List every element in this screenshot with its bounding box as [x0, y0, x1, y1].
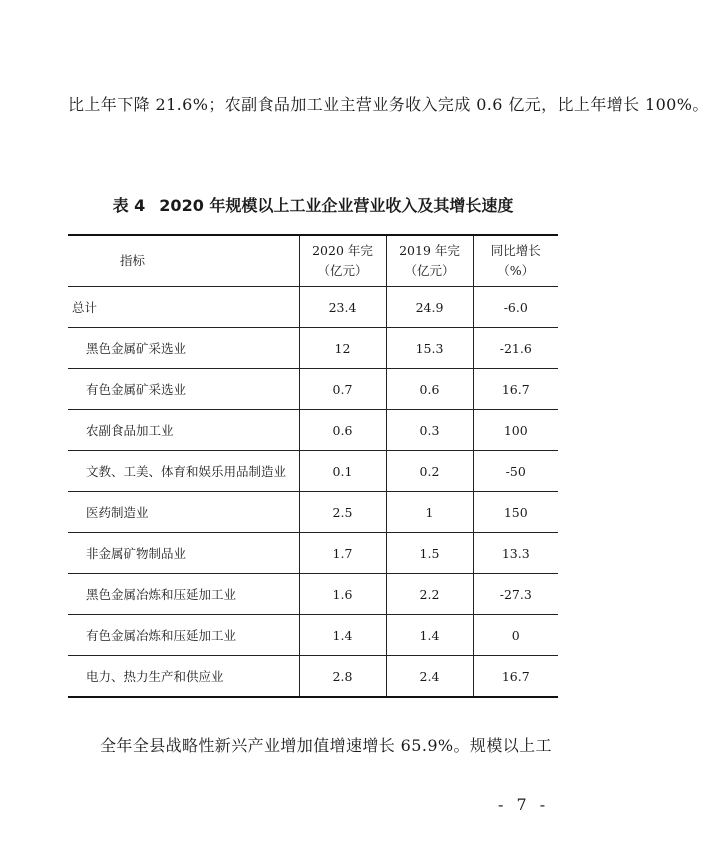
row-name: 黑色金属冶炼和压延加工业: [68, 574, 299, 615]
table-caption: [68, 193, 558, 216]
cell-growth: -27.3: [473, 574, 558, 615]
header-growth-line1: 同比增长: [490, 243, 541, 258]
table-row: [68, 656, 558, 698]
header-indicator-label: 指标: [120, 253, 146, 268]
row-name: 医药制造业: [68, 492, 299, 533]
cell-growth: 0: [473, 615, 558, 656]
cell-2019: 1.4: [386, 615, 473, 656]
cell-growth: 13.3: [473, 533, 558, 574]
cell-2020: 0.6: [299, 410, 386, 451]
cell-2020: 1.4: [299, 615, 386, 656]
table-caption-title: 2020 年规模以上工业企业营业收入及其增长速度: [159, 196, 514, 215]
cell-growth: 16.7: [473, 656, 558, 698]
cell-growth: -6.0: [473, 287, 558, 328]
header-2020: [299, 235, 386, 287]
cell-growth: -50: [473, 451, 558, 492]
table-row: [68, 492, 558, 533]
header-2020-line2: （亿元）: [317, 263, 368, 278]
table-row: [68, 410, 558, 451]
row-name: 非金属矿物制品业: [68, 533, 299, 574]
cell-2020: 0.1: [299, 451, 386, 492]
header-2019-line1: 2019 年完: [399, 243, 460, 258]
table-row: [68, 615, 558, 656]
table-row: [68, 451, 558, 492]
header-2019: [386, 235, 473, 287]
header-2020-line1: 2020 年完: [312, 243, 373, 258]
cell-2020: 12: [299, 328, 386, 369]
cell-2020: 23.4: [299, 287, 386, 328]
table-row: [68, 369, 558, 410]
table-row: [68, 328, 558, 369]
cell-2020: 1.7: [299, 533, 386, 574]
cell-2019: 2.4: [386, 656, 473, 698]
table-row: [68, 574, 558, 615]
revenue-table: [68, 234, 558, 698]
cell-2020: 2.8: [299, 656, 386, 698]
cell-growth: 16.7: [473, 369, 558, 410]
cell-2019: 0.3: [386, 410, 473, 451]
cell-growth: -21.6: [473, 328, 558, 369]
row-name: 文教、工美、体育和娱乐用品制造业: [68, 451, 299, 492]
cell-2019: 0.2: [386, 451, 473, 492]
row-name: 有色金属矿采选业: [68, 369, 299, 410]
header-2019-line2: （亿元）: [404, 263, 455, 278]
row-name: 农副食品加工业: [68, 410, 299, 451]
body-paragraph-bottom: 全年全县战略性新兴产业增加值增速增长 65.9%。规模以上工: [100, 736, 552, 755]
header-growth: [473, 235, 558, 287]
cell-2019: 0.6: [386, 369, 473, 410]
cell-2019: 1.5: [386, 533, 473, 574]
page-number: - 7 -: [498, 795, 550, 814]
cell-2019: 24.9: [386, 287, 473, 328]
cell-2019: 2.2: [386, 574, 473, 615]
cell-growth: 150: [473, 492, 558, 533]
row-name: 总计: [68, 287, 299, 328]
row-name: 有色金属冶炼和压延加工业: [68, 615, 299, 656]
cell-2020: 2.5: [299, 492, 386, 533]
table-row-total: [68, 287, 558, 328]
cell-2019: 1: [386, 492, 473, 533]
body-paragraph-top: 比上年下降 21.6%；农副食品加工业主营业务收入完成 0.6 亿元，比上年增长 100%。: [68, 95, 709, 114]
header-indicator: [68, 235, 299, 287]
cell-2020: 0.7: [299, 369, 386, 410]
header-growth-line2: （%）: [497, 263, 535, 278]
row-name: 电力、热力生产和供应业: [68, 656, 299, 698]
cell-2019: 15.3: [386, 328, 473, 369]
table-header-row: [68, 235, 558, 287]
table-caption-number: 表 4: [112, 196, 146, 215]
row-name: 黑色金属矿采选业: [68, 328, 299, 369]
table-row: [68, 533, 558, 574]
cell-growth: 100: [473, 410, 558, 451]
cell-2020: 1.6: [299, 574, 386, 615]
